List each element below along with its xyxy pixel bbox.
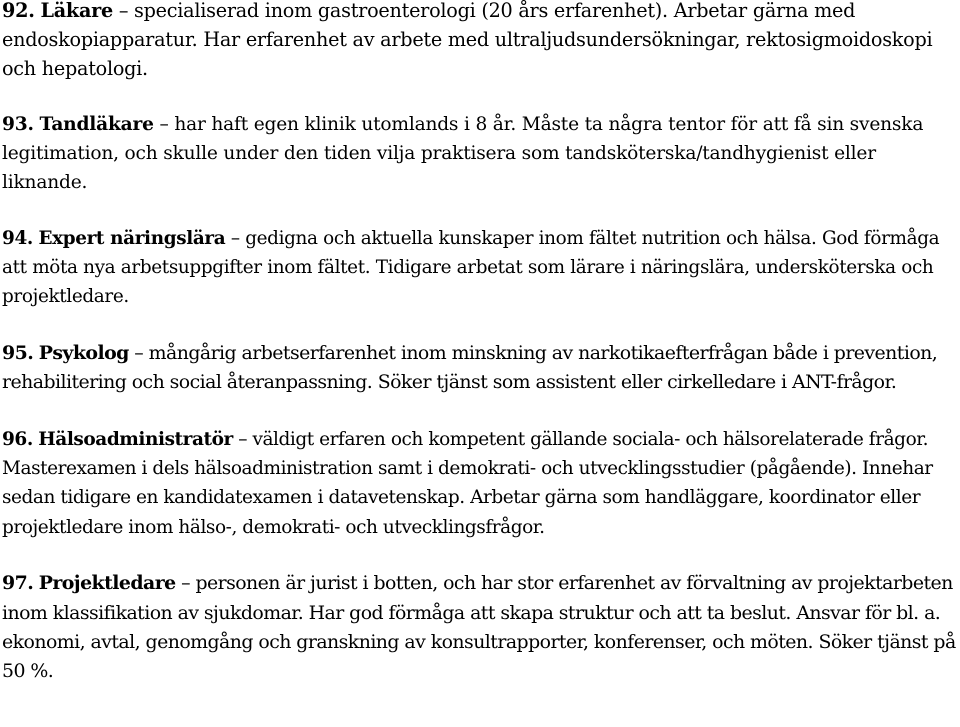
entry-paragraph	[2, 110, 960, 197]
entry-paragraph	[2, 224, 960, 312]
entry-92	[0, 0, 960, 83]
entry-95	[0, 339, 960, 398]
entry-dash: –	[230, 228, 240, 249]
entry-paragraph	[2, 569, 960, 687]
entry-paragraph	[2, 425, 960, 543]
entry-dash: –	[181, 572, 190, 595]
entry-96	[0, 425, 960, 543]
entry-97	[0, 569, 960, 687]
entry-title: Läkare	[40, 0, 113, 22]
entry-dash: –	[238, 428, 248, 450]
entry-94	[0, 224, 960, 312]
entry-text: väldigt erfaren och kompetent gällande sociala- och hälsorelaterade frågor. Masterexamen i dels hälsoadministration samt i demokrati- och utvecklingsstudier (pågående). Innehar sedan tidigare en kandidatexamen i datavetenskap. Arbetar gärna som handläggare, koordinator eller projektledare inom hälso-, demokrati- och utvecklingsfrågor.	[2, 428, 933, 538]
entry-text: har haft egen klinik utomlands i 8 år. Måste ta några tentor för att få sin svenska legitimation, och skulle under den tiden vilja praktisera som tandsköterska/tandhygienist eller liknande.	[2, 114, 924, 193]
entry-dash: –	[159, 114, 169, 135]
entry-number: 92.	[2, 0, 35, 22]
entry-paragraph	[2, 0, 960, 83]
entry-dash: –	[134, 341, 144, 364]
entry-title: Projektledare	[38, 572, 176, 595]
entry-paragraph	[2, 339, 960, 398]
entry-number: 97.	[2, 572, 34, 595]
entry-title: Hälsoadministratör	[38, 428, 233, 450]
entry-text: personen är jurist i botten, och har stor erfarenhet av förvaltning av projektarbeten inom klassifikation av sjukdomar. Har god förmåga att skapa struktur och att ta beslut. Ansvar för bl. a. ekonomi, avtal, genomgång och granskning av konsultrapporter, konferenser, och möten. Söker tjänst på 50 %.	[2, 572, 956, 683]
entry-93	[0, 110, 960, 197]
entry-number: 94.	[2, 228, 33, 249]
entry-text: specialiserad inom gastroenterologi (20 års erfarenhet). Arbetar gärna med endoskopiapparatur. Har erfarenhet av arbete med ultraljudsundersökningar, rektosigmoidoskopi och hepatologi.	[2, 0, 933, 80]
entry-text: mångårig arbetserfarenhet inom minskning av narkotikaefterfrågan både i prevention, rehabilitering och social återanpassning. Söker tjänst som assistent eller cirkelledare i ANT-frågor.	[2, 341, 938, 394]
entry-title: Tandläkare	[39, 114, 154, 135]
entry-number: 95.	[2, 341, 34, 364]
entry-dash: –	[118, 0, 129, 22]
entry-number: 93.	[2, 114, 34, 135]
entry-number: 96.	[2, 428, 33, 450]
entry-title: Psykolog	[38, 341, 129, 364]
entry-text: gedigna och aktuella kunskaper inom fältet nutrition och hälsa. God förmåga att möta nya arbetsuppgifter inom fältet. Tidigare arbetat som lärare i näringslära, undersköterska och projektledare.	[2, 228, 940, 308]
entry-title: Expert näringslära	[38, 228, 226, 249]
